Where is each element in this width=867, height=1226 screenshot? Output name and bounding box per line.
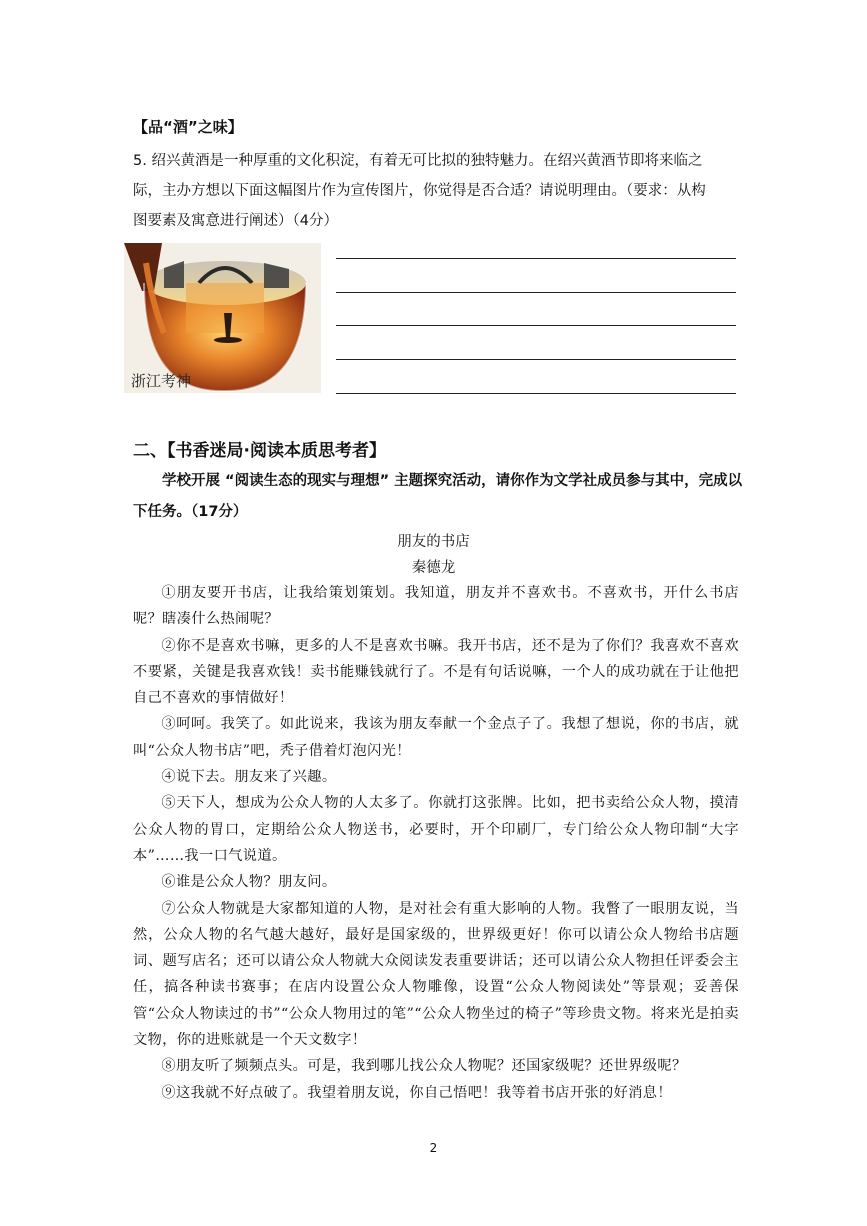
- article-paragraph: ⑨这我就不好点破了。我望着朋友说，你自己悟吧！我等着书店开张的好消息！: [161, 1084, 672, 1101]
- question-5-line: 5. 绍兴黄酒是一种厚重的文化积淀，有着无可比拟的独特魅力。在绍兴黄酒节即将来临之: [133, 153, 703, 169]
- part2-intro-text: 学校开展 “阅读生态的现实与理想” 主题探究活动，请你作为文学社成员参与其中，完成以下任务。（17分）: [133, 473, 743, 520]
- article-body: [133, 580, 739, 1106]
- answer-line: [336, 258, 736, 259]
- answer-line: [336, 393, 736, 394]
- answer-line: [336, 359, 736, 360]
- section-label: 【品“酒”之味】: [133, 118, 243, 136]
- question-5-line: 图要素及寓意进行阐述）（4分）: [133, 213, 338, 229]
- article-paragraph: ①朋友要开书店，让我给策划策划。我知道，朋友并不喜欢书。不喜欢书，开什么书店呢？瞎凑什么热闹呢？: [133, 585, 739, 628]
- article-paragraph: ⑥谁是公众人物？朋友问。: [161, 874, 337, 891]
- article-title: 朋友的书店: [397, 534, 470, 550]
- promo-photo: [124, 243, 321, 393]
- article-paragraph: ②你不是喜欢书嘛，更多的人不是喜欢书嘛。我开书店，还不是为了你们？我喜欢不喜欢不要紧，关键是我喜欢钱！卖书能赚钱就行了。不是有句话说嘛，一个人的成功就在于让他把自己不喜欢的事情做好！: [133, 637, 739, 707]
- question-5: [133, 146, 743, 236]
- answer-line: [336, 325, 736, 326]
- part2-intro: [133, 466, 743, 528]
- page-number: 2: [429, 1141, 438, 1155]
- article-paragraph: ⑦公众人物就是大家都知道的人物，是对社会有重大影响的人物。我瞥了一眼朋友说，当然，公众人物的名气越大越好，最好是国家级的，世界级更好！你可以请公众人物给书店题词、题写店名；还可以请公众人物就大众阅读发表重要讲话；还可以请公众人物担任评委会主任，搞各种读书赛事；在店内设置公众人物雕像，设置“公众人物阅读处”等景观；妥善保管“公众人物读过的书”“公众人物用过的笔”“公众人物坐过的椅子”等珍贵文物。将来光是拍卖文物，你的进账就是一个天文数字！: [133, 900, 739, 1049]
- article-paragraph: ④说下去。朋友来了兴趣。: [161, 769, 337, 786]
- article-paragraph: ⑤天下人，想成为公众人物的人太多了。你就打这张牌。比如，把书卖给公众人物，摸清公众人物的胃口，定期给公众人物送书，必要时，开个印刷厂，专门给公众人物印制“大字本”……我一口气说道。: [133, 795, 739, 864]
- answer-line: [336, 292, 736, 293]
- article-paragraph: ⑧朋友听了频频点头。可是，我到哪儿找公众人物呢？还国家级呢？还世界级呢？: [161, 1058, 687, 1075]
- article-paragraph: ③呵呵。我笑了。如此说来，我该为朋友奉献一个金点子了。我想了想说，你的书店，就叫“公众人物书店”吧，秃子借着灯泡闪光！: [133, 716, 739, 759]
- article-author: 秦德龙: [411, 560, 456, 576]
- part2-title: 二、【书香迷局·阅读本质思考者】: [133, 441, 386, 461]
- question-5-line: 际，主办方想以下面这幅图片作为宣传图片，你觉得是否合适？请说明理由。（要求：从构: [133, 183, 706, 199]
- image-watermark: 浙江考神: [131, 372, 192, 390]
